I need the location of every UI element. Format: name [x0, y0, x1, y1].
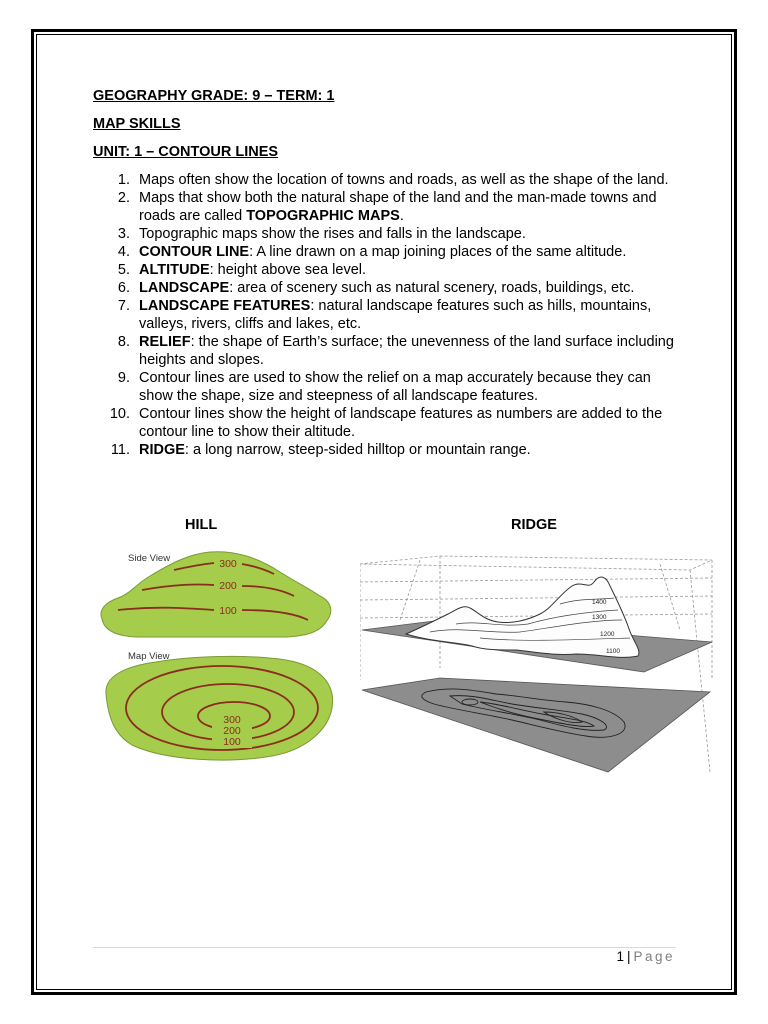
note-number: 7. — [117, 298, 130, 314]
note-number: 11. — [110, 442, 130, 458]
ridge-caption: RIDGE — [511, 517, 557, 533]
note-number: 9. — [117, 370, 130, 386]
side-view-label: Side View — [128, 553, 171, 564]
footer-rule — [93, 947, 676, 948]
side-label-100: 100 — [219, 605, 237, 617]
map-label-300: 300 — [223, 714, 241, 726]
map-label-100: 100 — [223, 736, 241, 748]
note-item — [93, 369, 683, 405]
note-number: 4. — [117, 244, 130, 260]
note-number: 2. — [117, 190, 130, 206]
notes-list — [93, 171, 683, 459]
note-item — [93, 297, 683, 333]
note-term: ALTITUDE — [139, 262, 210, 278]
note-text: : A line drawn on a map joining places of the same altitude. — [249, 244, 627, 260]
page-footer — [616, 949, 675, 964]
note-text: Contour lines show the height of landscape features as numbers are added to the contour line to show their altitude. — [139, 406, 663, 440]
note-text: : area of scenery such as natural scenery, roads, buildings, etc. — [229, 280, 635, 296]
note-text: : height above sea level. — [209, 262, 367, 278]
note-term: CONTOUR LINE — [139, 244, 250, 260]
heading-map-skills: MAP SKILLS — [93, 116, 181, 132]
note-number: 3. — [117, 226, 130, 242]
heading-grade-term: GEOGRAPHY GRADE: 9 – TERM: 1 — [93, 88, 335, 104]
ridge-diagram — [360, 550, 716, 774]
ridge-label-1100: 1100 — [606, 648, 620, 655]
note-term: RELIEF — [139, 334, 191, 350]
ridge-lower-plane — [362, 678, 710, 772]
hill-diagram — [96, 544, 340, 766]
note-item — [93, 189, 683, 225]
hill-caption: HILL — [185, 517, 218, 533]
note-number: 6. — [117, 280, 130, 296]
note-item — [93, 171, 683, 189]
heading-unit: UNIT: 1 – CONTOUR LINES — [93, 144, 279, 160]
note-term: RIDGE — [139, 442, 185, 458]
note-text: Topographic maps show the rises and falls in the landscape. — [139, 226, 526, 242]
note-number: 10. — [109, 406, 130, 422]
note-number: 5. — [117, 262, 130, 278]
side-label-200: 200 — [219, 580, 237, 592]
note-text: : the shape of Earth’s surface; the unevenness of the land surface including heights and slopes. — [139, 334, 674, 368]
note-text: Contour lines are used to show the relief on a map accurately because they can show the shape, size and steepness of all landscape features. — [139, 370, 651, 404]
note-number: 1. — [117, 172, 130, 188]
hill-side-shape — [101, 552, 331, 637]
footer-separator: | — [626, 949, 631, 964]
note-item — [93, 441, 683, 459]
note-item — [93, 225, 683, 243]
note-item — [93, 261, 683, 279]
note-end: . — [399, 208, 404, 224]
note-text: Maps often show the location of towns and roads, as well as the shape of the land. — [139, 172, 669, 188]
ridge-label-1200: 1200 — [600, 631, 615, 638]
note-item — [93, 279, 683, 297]
note-number: 8. — [117, 334, 130, 350]
note-item — [93, 333, 683, 369]
map-label-200: 200 — [223, 725, 241, 737]
ridge-label-1300: 1300 — [592, 614, 607, 621]
ridge-label-1400: 1400 — [592, 599, 607, 606]
note-item — [93, 405, 683, 441]
map-view-label: Map View — [128, 651, 170, 662]
page-number: 1 — [616, 949, 624, 964]
note-term: TOPOGRAPHIC MAPS — [246, 208, 400, 224]
page-word: Page — [633, 949, 675, 964]
note-term: LANDSCAPE — [139, 280, 230, 296]
note-term: LANDSCAPE FEATURES — [139, 298, 311, 314]
note-text: Maps that show both the natural shape of the land and the man-made towns and roads are called — [139, 190, 657, 224]
note-text: : natural landscape features such as hills, mountains, valleys, rivers, cliffs and lakes, etc. — [139, 298, 652, 332]
side-label-300: 300 — [219, 558, 237, 570]
note-item — [93, 243, 683, 261]
note-text: : a long narrow, steep-sided hilltop or mountain range. — [184, 442, 531, 458]
